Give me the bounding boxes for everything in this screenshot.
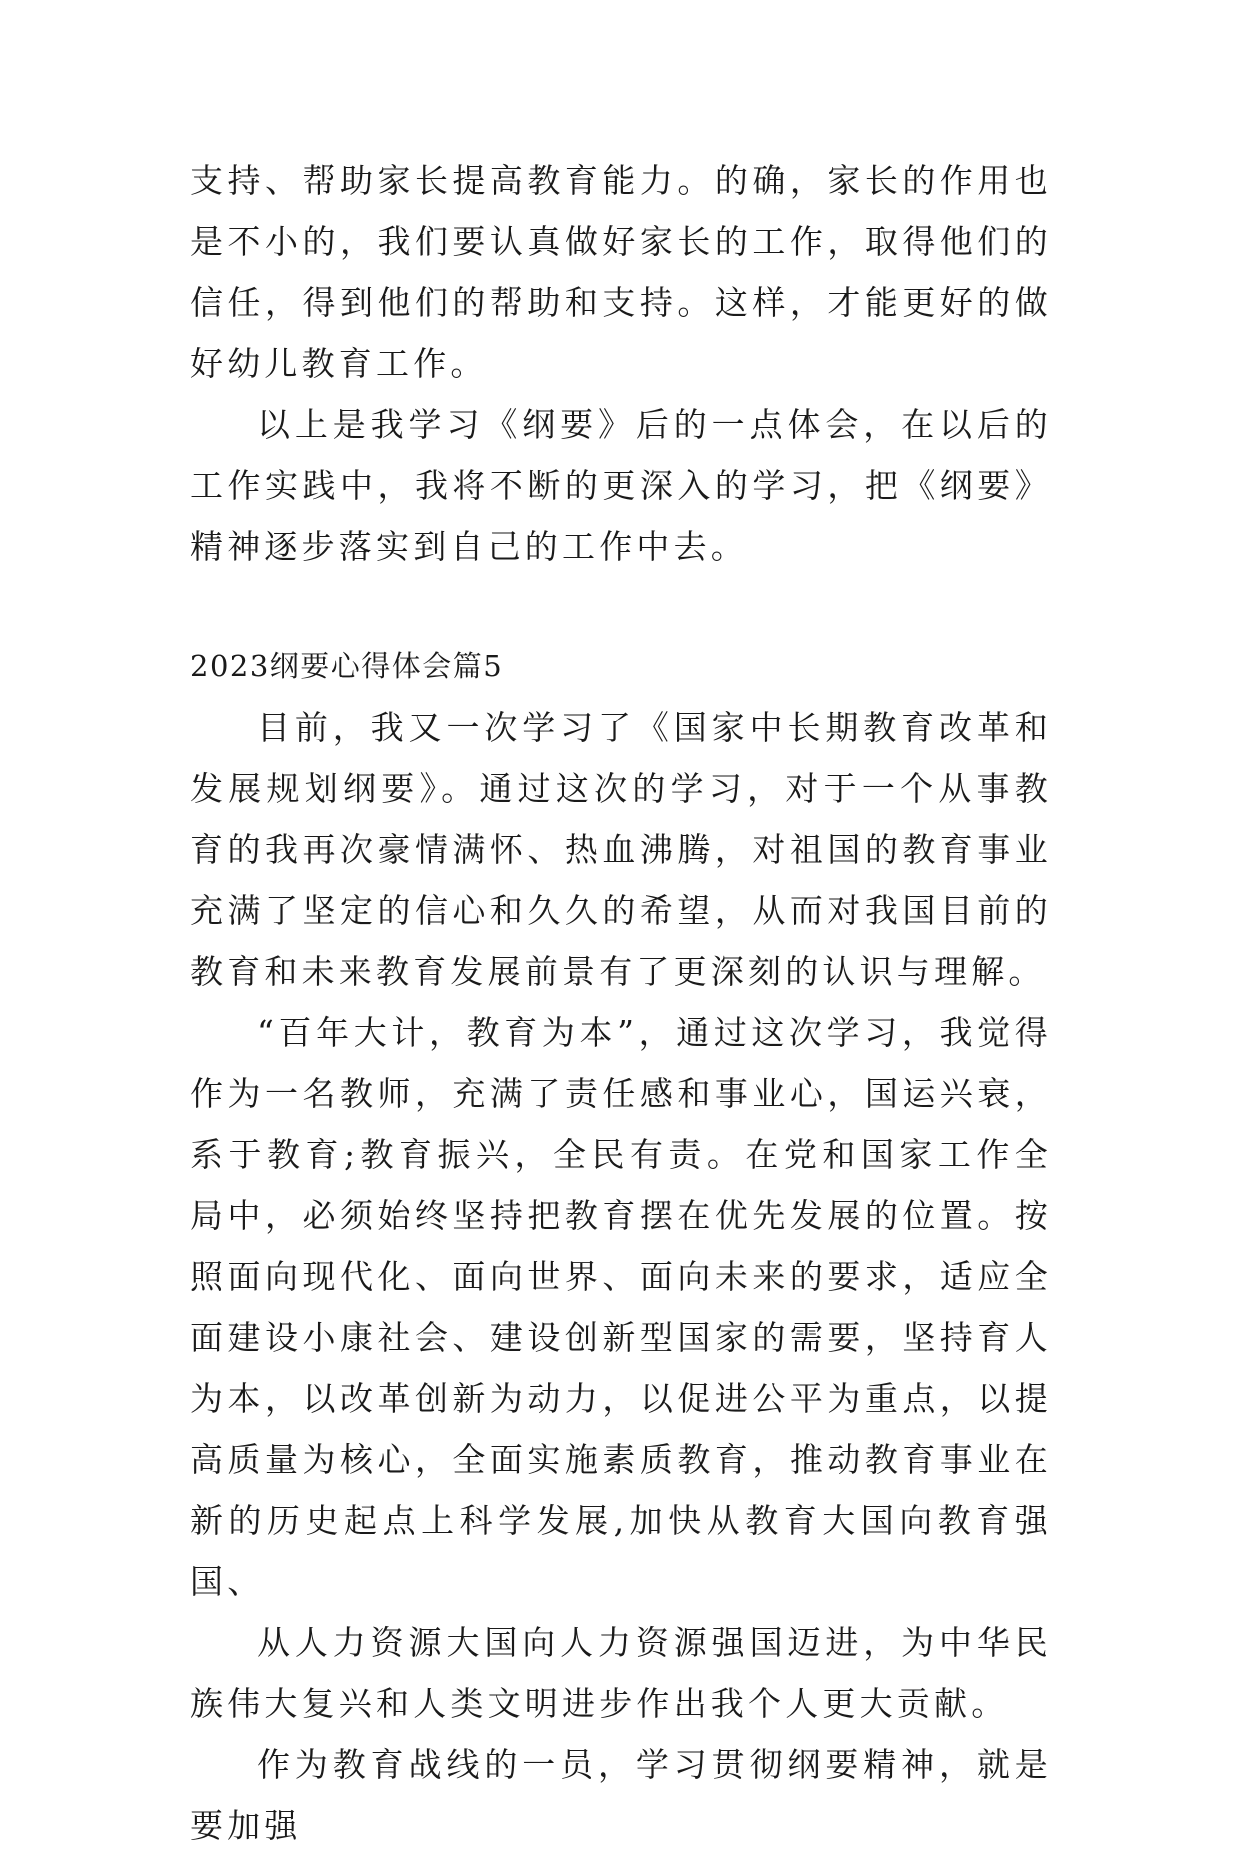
paragraph-continuation: 从人力资源大国向人力资源强国迈进，为中华民族伟大复兴和人类文明进步作出我个人更大贡献。 bbox=[190, 1623, 1052, 1723]
paragraph-conclusion: 以上是我学习《纲要》后的一点体会，在以后的工作实践中，我将不断的更深入的学习，把《纲要》精神逐步落实到自己的工作中去。 bbox=[190, 405, 1052, 566]
paragraph-last: 作为教育战线的一员，学习贯彻纲要精神，就是要加强 bbox=[190, 1745, 1052, 1845]
paragraph-body: “百年大计，教育为本”，通过这次学习，我觉得作为一名教师，充满了责任感和事业心，国运兴衰，系于教育;教育振兴，全民有责。在党和国家工作全局中，必须始终坚持把教育摆在优先发展的位置。按照面向现代化、面向世界、面向未来的要求，适应全面建设小康社会、建设创新型国家的需要，坚持育人为本，以改革创新为动力，以促进公平为重点，以提高质量为核心，全面实施素质教育，推动教育事业在新的历史起点上科学发展,加快从教育大国向教育强国、 bbox=[190, 1013, 1052, 1601]
paragraph-continued: 支持、帮助家长提高教育能力。的确，家长的作用也是不小的，我们要认真做好家长的工作，取得他们的信任，得到他们的帮助和支持。这样，才能更好的做好幼儿教育工作。 bbox=[190, 161, 1052, 383]
document-page bbox=[190, 150, 1052, 1856]
section-heading: 2023纲要心得体会篇5 bbox=[190, 649, 504, 683]
paragraph-intro: 目前，我又一次学习了《国家中长期教育改革和发展规划纲要》。通过这次的学习，对于一个从事教育的我再次豪情满怀、热血沸腾，对祖国的教育事业充满了坚定的信心和久久的希望，从而对我国目前的教育和未来教育发展前景有了更深刻的认识与理解。 bbox=[190, 708, 1052, 991]
